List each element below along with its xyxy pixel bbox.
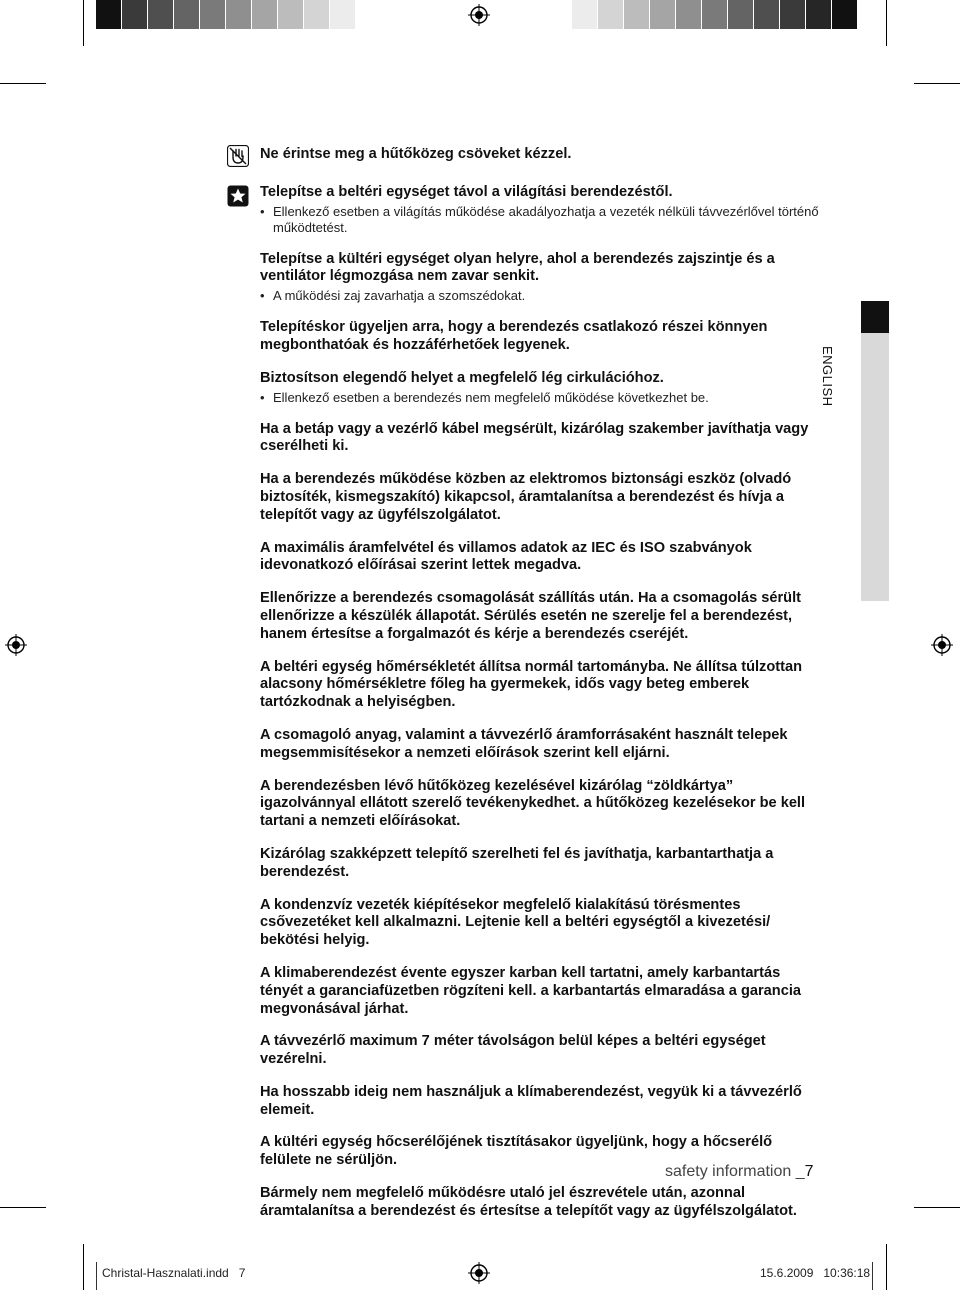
color-swatch: [806, 0, 831, 29]
registration-mark-icon: [5, 634, 27, 656]
instruction-item: [260, 540, 820, 576]
instruction-heading: Ellenőrizze a berendezés csomagolását szállítás után. Ha a csomagolás sérült ellenőrizze a készülék állapotát. Sérülés esetén ne szerelje fel a berendezést, hanem értesítse a forgalmazót és kérje a berendezés cseréjét.: [260, 590, 801, 642]
instruction-item: [260, 471, 820, 524]
instruction-heading: Kizárólag szakképzett telepítő szerelheti fel és javíthatja, karbantarthatja a berendezést.: [260, 845, 774, 880]
color-swatch: [330, 0, 355, 29]
instruction-heading: Ha a betáp vagy a vezérlő kábel megsérült, kizárólag szakember javíthatja vagy cserélheti ki.: [260, 420, 809, 455]
color-swatch: [122, 0, 147, 29]
instruction-item: [260, 590, 820, 643]
instruction-item: [260, 1033, 820, 1069]
color-swatch: [832, 0, 857, 29]
crop-mark: [83, 0, 84, 46]
instruction-item: [260, 965, 820, 1018]
instruction-heading: Telepítse a kültéri egységet olyan helyre, ahol a berendezés zajszintje és a ventilátor légmozgása nem zavar senkit.: [260, 250, 775, 285]
instruction-heading: Ha hosszabb ideig nem használjuk a klímaberendezést, vegyük ki a távvezérlő elemeit.: [260, 1083, 802, 1118]
no-touch-hand-icon: [227, 145, 249, 167]
instruction-heading: A berendezésben lévő hűtőközeg kezelésével kizárólag “zöldkártya” igazolvánnyal ellátott szerelő tevékenykedhet. a hűtőközeg kezelésekor be kell tartani a nemzeti előírásokat.: [260, 777, 806, 830]
color-swatch: [96, 0, 121, 29]
color-swatch: [200, 0, 225, 29]
footer-section: safety information _: [665, 1163, 805, 1180]
print-slug-file: Christal-Hasznalati.indd 7: [102, 1266, 246, 1280]
color-swatch: [356, 0, 381, 29]
instruction-heading: A klimaberendezést évente egyszer karban kell tartatni, amely karbantartás tényét a garanciafüzetben rögzíteni kell. a karbantartás elmaradása a garancia megvonásával járhat.: [260, 964, 802, 1017]
color-swatch: [278, 0, 303, 29]
instruction-item: [260, 778, 820, 831]
instruction-item: [260, 421, 820, 457]
color-swatch: [304, 0, 329, 29]
instruction-item: [260, 184, 820, 236]
crop-mark: [872, 1262, 873, 1290]
star-box-icon: [227, 185, 249, 207]
registration-mark-icon: [931, 634, 953, 656]
instruction-heading: A csomagoló anyag, valamint a távvezérlő áramforrásaként használt telepek megsemmisítésekor a nemzeti előírások szerint kell eljárni.: [260, 726, 788, 761]
instruction-item: [260, 727, 820, 763]
registration-mark-icon: [468, 4, 490, 26]
language-tab-label: ENGLISH: [820, 346, 835, 407]
instruction-bullet: • Ellenkező esetben a berendezés nem megfelelő működése következhet be.: [260, 390, 820, 406]
color-swatch: [728, 0, 753, 29]
instruction-heading: Telepítse a beltéri egységet távol a világítási berendezéstől.: [260, 183, 673, 200]
instruction-item: [260, 370, 820, 406]
instruction-heading: Telepítéskor ügyeljen arra, hogy a berendezés csatlakozó részei könnyen megbonthatóak és hozzáférhetőek legyenek.: [260, 319, 768, 353]
crop-mark: [914, 1207, 960, 1208]
color-swatch: [702, 0, 727, 29]
crop-mark: [886, 0, 887, 46]
color-swatch: [676, 0, 701, 29]
crop-mark: [83, 1244, 84, 1290]
registration-mark-icon: [468, 1262, 490, 1284]
instruction-item: [260, 659, 820, 712]
color-swatch: [252, 0, 277, 29]
crop-mark: [96, 1262, 97, 1290]
color-swatch: [780, 0, 805, 29]
color-bar-right: [572, 0, 858, 29]
page-footer: [665, 1163, 814, 1181]
instruction-heading: Biztosítson elegendő helyet a megfelelő lég cirkulációhoz.: [260, 369, 664, 386]
instruction-bullet: • Ellenkező esetben a világítás működése akadályozhatja a vezeték nélküli távvezérlővel történő működtetést.: [260, 204, 820, 236]
page-number: 7: [804, 1163, 814, 1180]
color-swatch: [624, 0, 649, 29]
instruction-bullet: • A működési zaj zavarhatja a szomszédokat.: [260, 288, 820, 304]
instruction-item: [260, 846, 820, 882]
color-swatch: [754, 0, 779, 29]
safety-instructions: [260, 146, 820, 1221]
instruction-heading: A kültéri egység hőcserélőjének tisztításakor ügyeljünk, hogy a hőcserélő felülete ne sérüljön.: [260, 1134, 773, 1169]
instruction-heading: A beltéri egység hőmérsékletét állítsa normál tartományba. Ne állítsa túlzottan alacsony hőmérsékletre főleg ha gyermekek, idős vagy beteg emberek tartózkodnak a helyiségben.: [260, 658, 803, 711]
instruction-heading: Ne érintse meg a hűtőközeg csöveket kézzel.: [260, 146, 572, 162]
color-swatch: [572, 0, 597, 29]
instruction-item: [260, 146, 820, 164]
instruction-heading: A kondenzvíz vezeték kiépítésekor megfelelő kialakítású törésmentes csővezetéket kell alkalmazni. Lejtenie kell a beltéri egységtől a kivezetési/ bekötési helyig.: [260, 896, 771, 949]
color-swatch: [226, 0, 251, 29]
language-tab: [861, 301, 889, 601]
instruction-heading: A távvezérlő maximum 7 méter távolságon belül képes a beltéri egységet vezérelni.: [260, 1033, 766, 1068]
instruction-heading: A maximális áramfelvétel és villamos adatok az IEC és ISO szabványok idevonatkozó előírásai szerint lettek megadva.: [260, 539, 752, 574]
crop-mark: [0, 83, 46, 84]
color-swatch: [174, 0, 199, 29]
color-swatch: [650, 0, 675, 29]
instruction-heading: Ha a berendezés működése közben az elektromos biztonsági eszköz (olvadó biztosíték, kismegszakító) kikapcsol, áramtalanítsa a berendezést és hívja a telepítőt vagy az ügyfélszolgálatot.: [260, 471, 792, 523]
color-swatch: [148, 0, 173, 29]
crop-mark: [914, 83, 960, 84]
print-slug-date: 15.6.2009 10:36:18: [760, 1266, 871, 1280]
color-bar-left: [96, 0, 382, 29]
color-swatch: [598, 0, 623, 29]
instruction-item: [260, 1084, 820, 1120]
instruction-item: [260, 251, 820, 305]
instruction-item: [260, 1185, 820, 1221]
crop-mark: [886, 1244, 887, 1290]
crop-mark: [0, 1207, 46, 1208]
instruction-heading: Bármely nem megfelelő működésre utaló jel észrevétele után, azonnal áramtalanítsa a berendezést és értesítse a telepítőt vagy az ügyfélszolgálatot.: [260, 1185, 797, 1219]
instruction-item: [260, 319, 820, 355]
instruction-item: [260, 897, 820, 950]
